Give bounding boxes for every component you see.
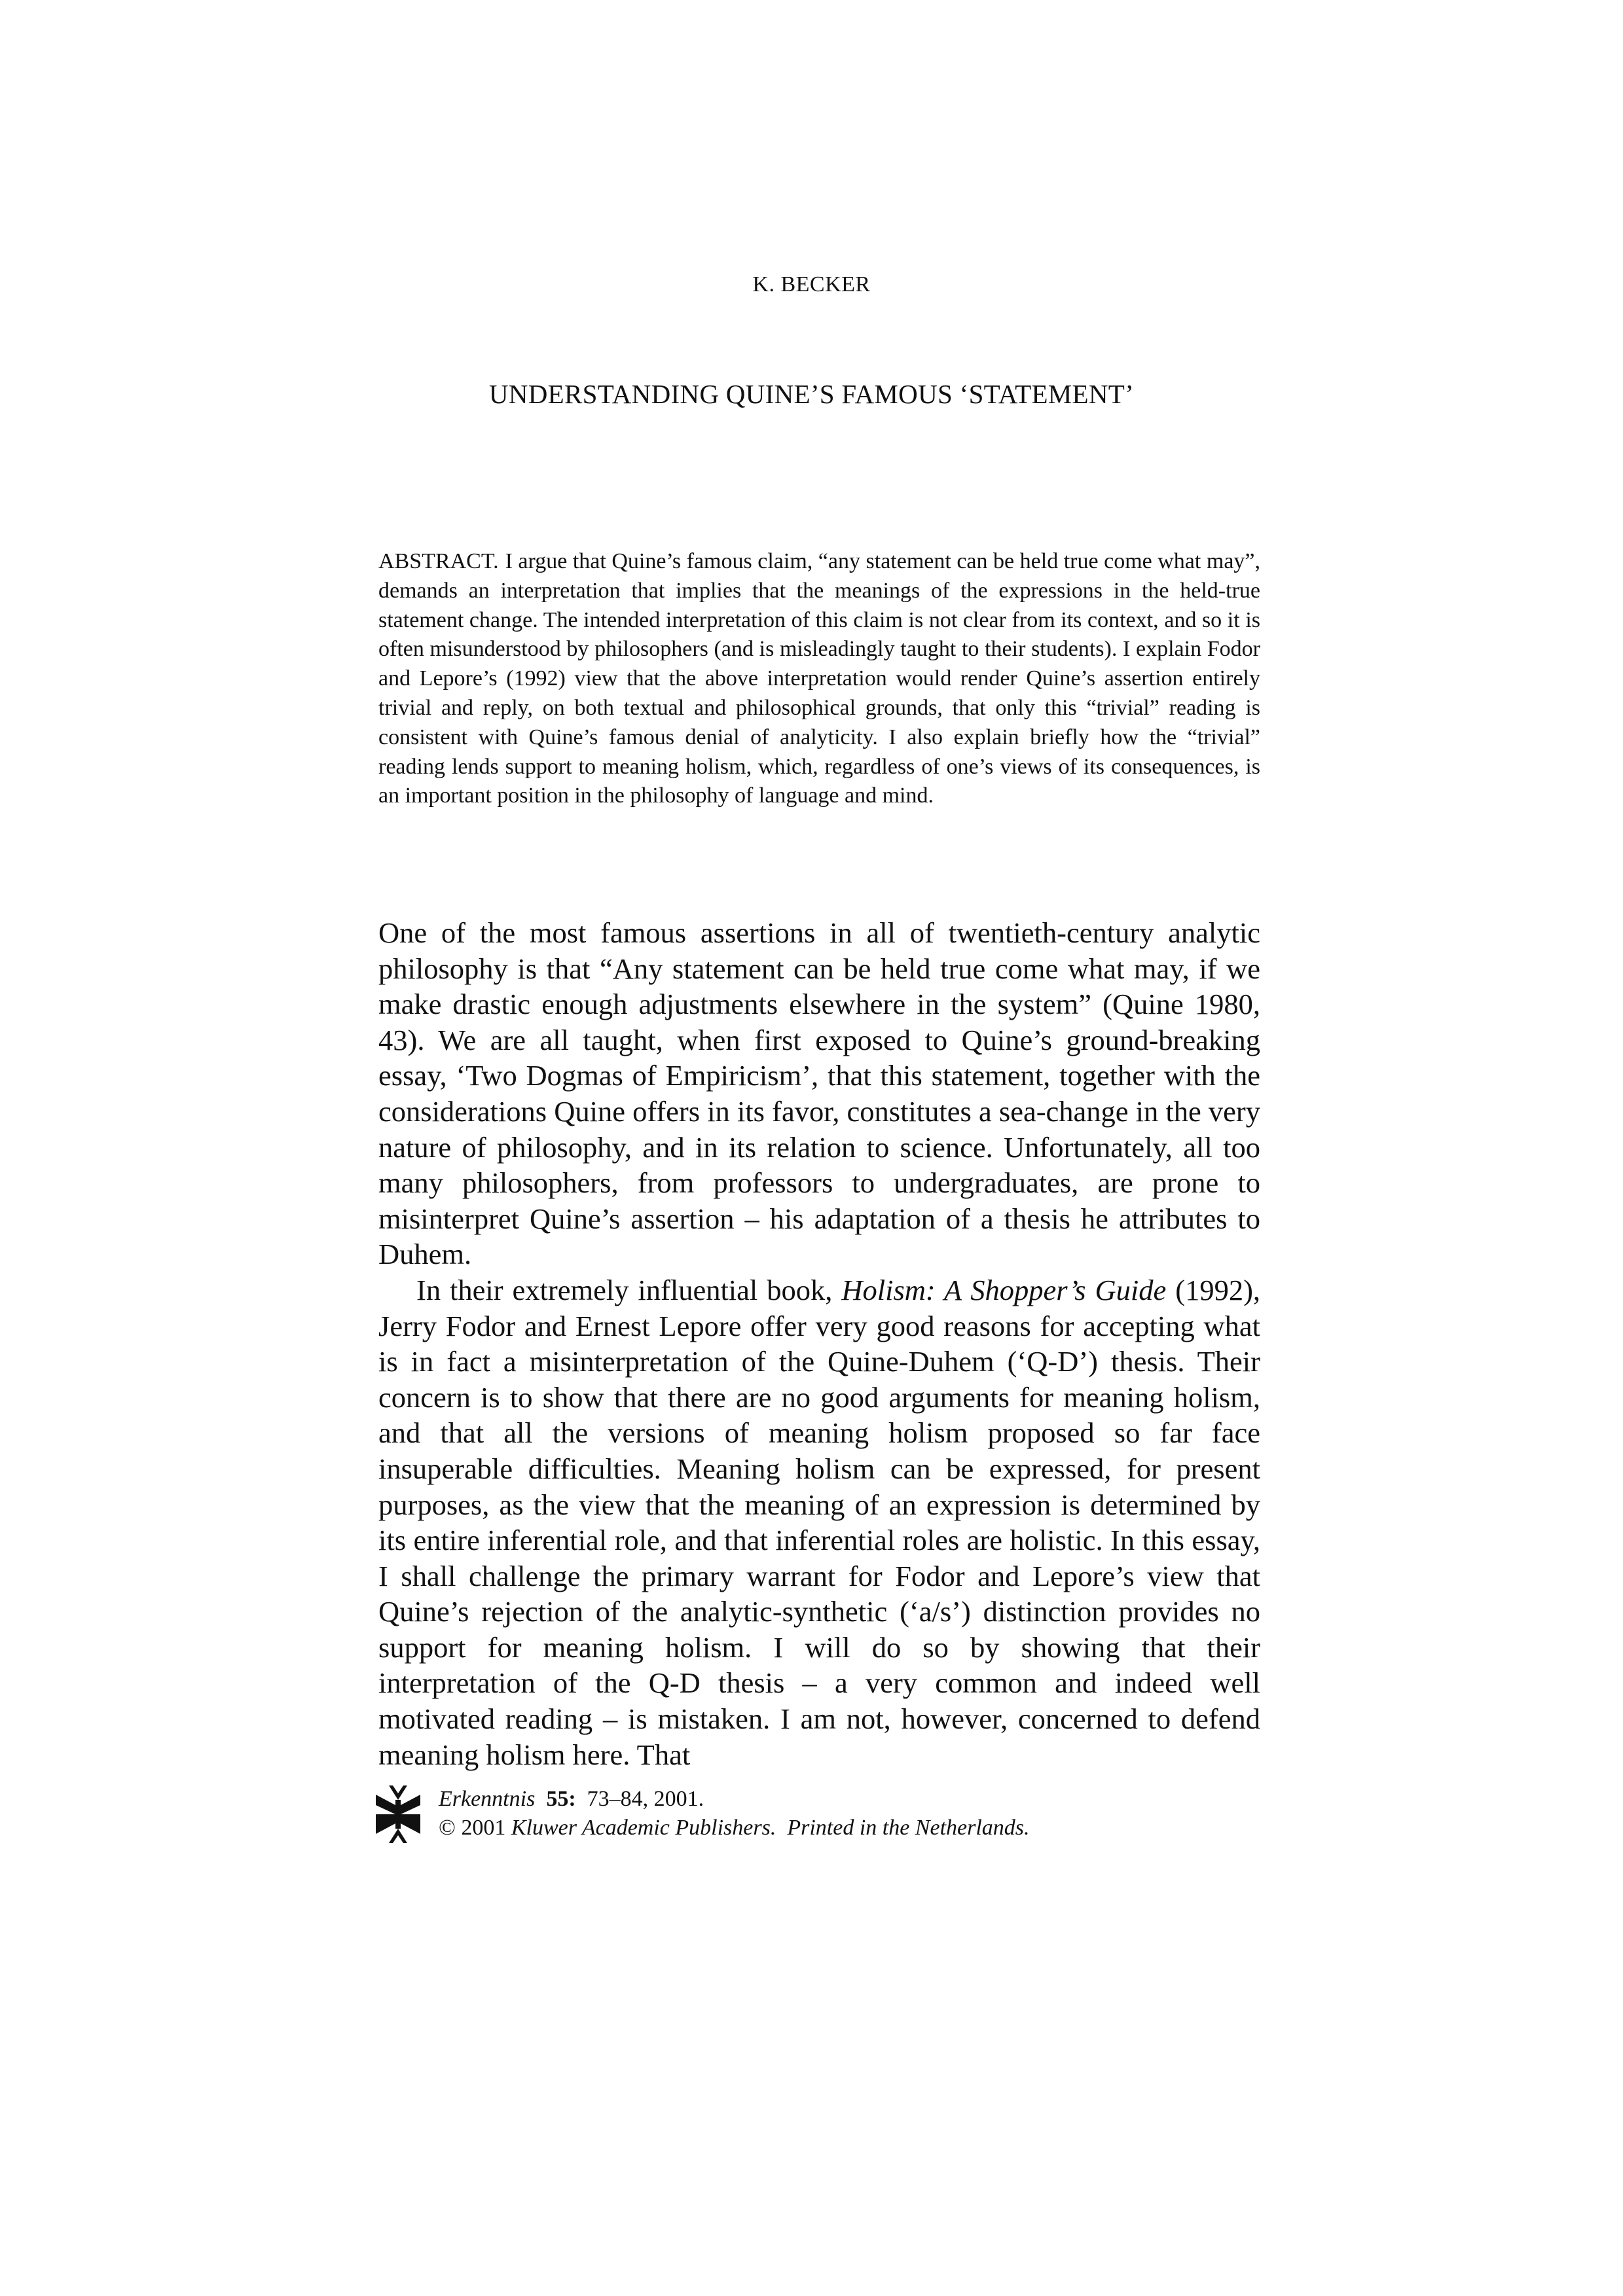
paper-title: UNDERSTANDING QUINE’S FAMOUS ‘STATEMENT’: [488, 379, 1135, 409]
journal-pages-year: 73–84, 2001.: [587, 1787, 704, 1811]
paragraph-2-intro: In their extremely influential book,: [416, 1273, 833, 1306]
copyright-year: © 2001: [439, 1816, 506, 1840]
publisher-name: Kluwer Academic Publishers.: [511, 1816, 776, 1840]
journal-name: Erkenntnis: [439, 1787, 536, 1811]
journal-citation: [439, 1787, 704, 1812]
body-paragraph-2: [378, 1272, 1260, 1772]
page-footer: [376, 1785, 1292, 1851]
abstract-text: I argue that Quine’s famous claim, “any statement can be held true come what may”, demands an interpretation that implies that the meanings of the expressions in the held-true statement change. The intended interpretation of this claim is not clear from its context, and so it is often misunderstood by philosophers (and is misleadingly taught to their students). I explain Fodor and Lepore’s (1992) view that the above interpretation would render Quine’s assertion entirely trivial and reply, on both textual and philosophical grounds, that only this “trivial” reading is consistent with Quine’s famous denial of analyticity. I also explain briefly how the “trivial” reading lends support to meaning holism, which, regardless of one’s views of its consequences, is an important position in the philosophy of language and mind.: [378, 549, 1260, 808]
author-name: K. BECKER: [752, 272, 871, 296]
paragraph-2-rest: (1992), Jerry Fodor and Ernest Lepore offer very good reasons for accepting what is in fact a misinterpretation of the Quine-Duhem (‘Q-D’) thesis. Their concern is to show that there are no good arguments for meaning holism, and that all the versions of meaning holism proposed so far face insuperable difficulties. Meaning holism can be expressed, for present purposes, as the view that the meaning of an expression is determined by its entire inferential role, and that inferential roles are holistic. In this essay, I shall challenge the primary warrant for Fodor and Lepore’s view that Quine’s rejection of the analytic-synthetic (‘a/s’) distinction provides no support for meaning holism. I will do so by showing that their interpretation of the Q-D thesis – a very common and indeed well motivated reading – is mistaken. I am not, however, concerned to defend meaning holism here. That: [378, 1273, 1261, 1771]
printed-location: Printed in the Netherlands.: [787, 1816, 1030, 1840]
body-paragraph-1: One of the most famous assertions in all of twentieth-century analytic philosophy is that “Any statement can be held true come what may, if we make drastic enough adjustments elsewhere in the system” (Quine 1980, 43). We are all taught, when first exposed to Quine’s ground-breaking essay, ‘Two Dogmas of Empiricism’, that this statement, together with the considerations Quine offers in its favor, constitutes a sea-change in the very nature of philosophy, and in its relation to science. Unfortunately, all too many philosophers, from professors to undergraduates, are prone to misinterpret Quine’s assertion – his adaptation of a thesis he attributes to Duhem.: [378, 916, 1260, 1271]
main-body: [378, 915, 1260, 1772]
abstract-label: ABSTRACT.: [378, 549, 499, 573]
copyright-line: [439, 1816, 1030, 1840]
book-title: Holism: A Shopper’s Guide: [841, 1273, 1167, 1306]
journal-volume: 55:: [546, 1787, 576, 1811]
abstract: [378, 547, 1260, 811]
publisher-logo-icon: [376, 1785, 420, 1843]
